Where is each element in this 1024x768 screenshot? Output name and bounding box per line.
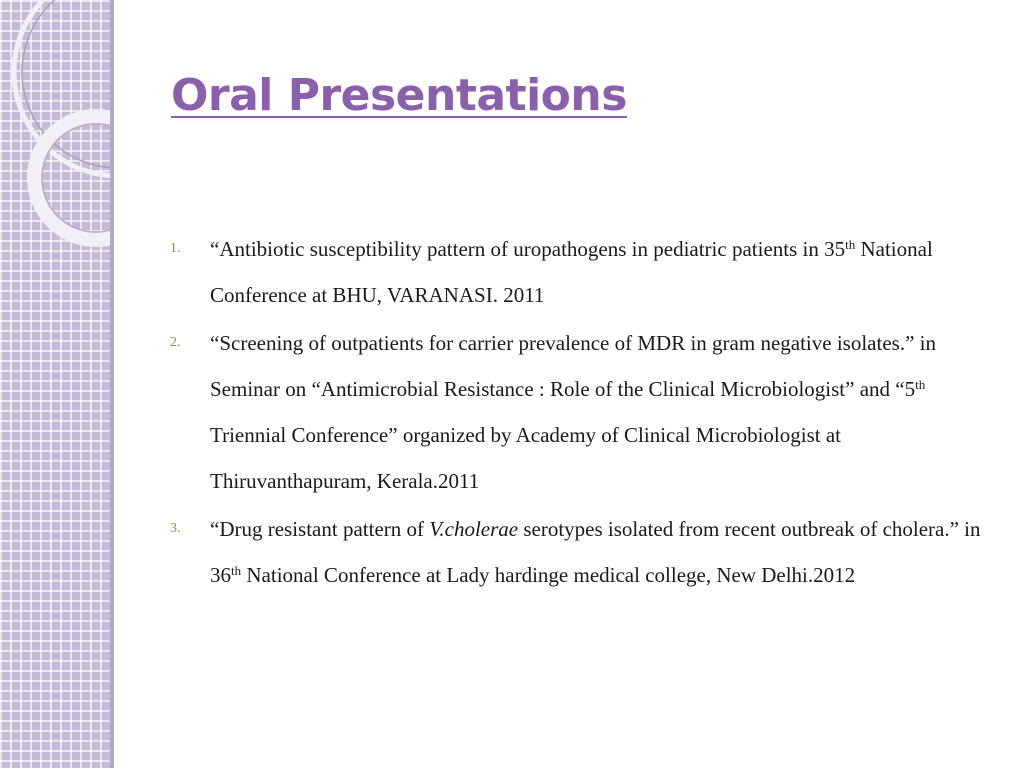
side-band-edge: [110, 0, 114, 768]
list-item: [170, 226, 1000, 318]
list-item-number: 1.: [170, 241, 181, 256]
presentation-list: [170, 226, 1000, 600]
decorative-rings: [0, 0, 113, 260]
list-item: [170, 506, 1000, 598]
list-item-text: “Antibiotic susceptibility pattern of uropathogens in pediatric patients in 35th National Conference at BHU, VARANASI. 2011: [210, 237, 933, 307]
slide-title: Oral Presentations: [171, 70, 627, 121]
ordinal-superscript: th: [915, 377, 926, 392]
list-item-number: 3.: [170, 521, 181, 536]
list-item-text: “Screening of outpatients for carrier prevalence of MDR in gram negative isolates.” in Seminar on “Antimicrobial Resistance : Role of the Clinical Microbiologist” and “5th Triennial Conference” organized by Academy of Clinical Microbiologist at Thiruvanthapuram, Kerala.2011: [210, 331, 936, 493]
ordinal-superscript: th: [231, 563, 242, 578]
species-name: V.cholerae: [429, 517, 519, 541]
side-decoration-band: [0, 0, 113, 768]
list-item-text: “Drug resistant pattern of V.cholerae serotypes isolated from recent outbreak of cholera.” in 36th National Conference at Lady hardinge medical college, New Delhi.2012: [210, 517, 981, 587]
list-item-number: 2.: [170, 335, 181, 350]
list-item: [170, 320, 1000, 504]
ordinal-superscript: th: [845, 237, 856, 252]
